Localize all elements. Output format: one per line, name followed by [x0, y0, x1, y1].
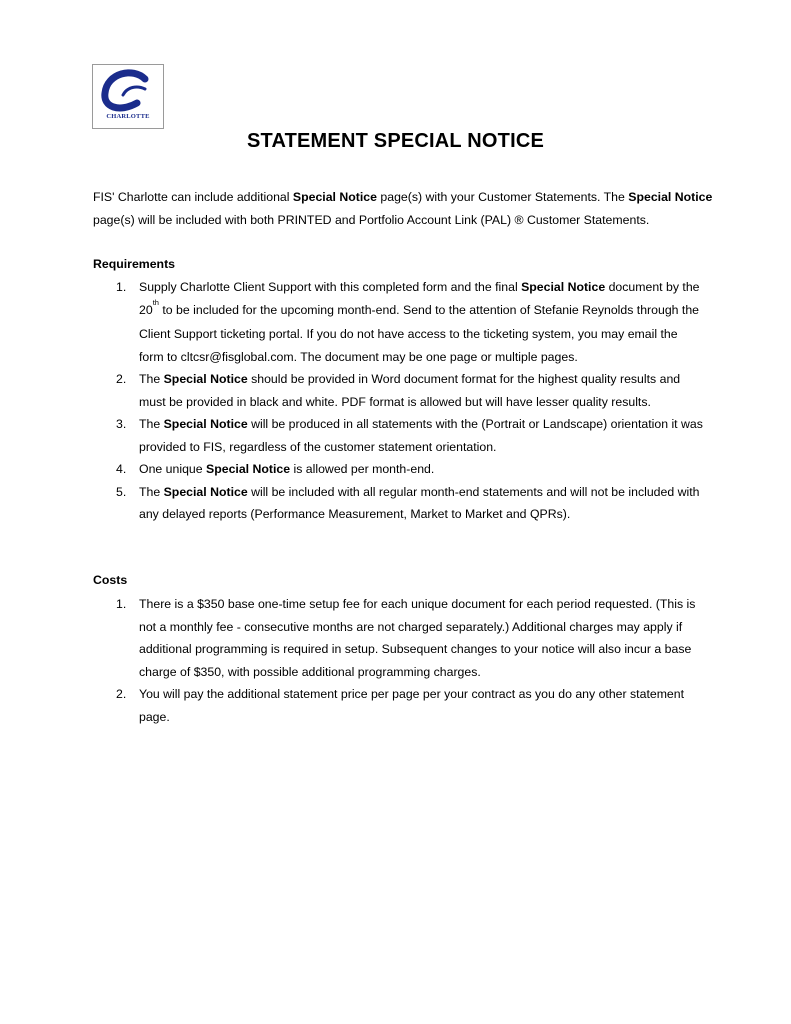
list-number: 1. [116, 597, 127, 611]
list-number: 5. [116, 484, 127, 499]
intro-text-2: page(s) with your Customer Statements. The [376, 190, 629, 204]
cost-item-1 [93, 593, 705, 683]
list-number: 4. [116, 462, 127, 476]
item-bold: Special Notice [206, 462, 291, 476]
item-text: The [139, 417, 164, 431]
item-text: There is a $350 base one-time setup fee for each unique document for each period requested. (This is not a monthly fee - consecutive months are not charged separately.) Additional charges may apply if additional programming is required in setup. Subsequent changes to your notice will also incur a base charge of $350, with possible additional programming charges. [139, 597, 696, 679]
item-bold: Special Notice [163, 417, 248, 431]
item-text: The [139, 372, 164, 386]
superscript: th [152, 297, 159, 307]
item-text: is allowed per month-end. [290, 462, 435, 476]
item-text: document by the 20 [139, 280, 700, 317]
list-number: 1. [116, 280, 127, 294]
intro-text-3: page(s) will be included with both PRINTED and Portfolio Account Link (PAL) ® Customer Statements. [93, 212, 650, 227]
cost-item-2 [93, 683, 705, 728]
page-title: STATEMENT SPECIAL NOTICE [246, 130, 545, 152]
item-bold: Special Notice [521, 280, 606, 294]
item-text: Supply Charlotte Client Support with this completed form and the final [139, 280, 522, 294]
list-number: 2. [116, 687, 127, 701]
intro-bold-1: Special Notice [292, 190, 377, 204]
item-text: You will pay the additional statement price per page per your contract as you do any other statement page. [139, 687, 685, 724]
item-text: One unique [139, 462, 207, 476]
costs-list [93, 593, 705, 728]
item-text: to be included for the upcoming month-end. Send to the attention of Stefanie Reynolds through the Client Support ticketing portal. If you do not have access to the ticketing system, you may email the form to cltcsr@fisglobal.com. The document may be one page or multiple pages. [139, 302, 700, 364]
requirement-item-2 [93, 368, 705, 413]
item-text: will be produced in all statements with the (Portrait or Landscape) orientation it was provided to FIS, regardless of the customer statement orientation. [139, 417, 703, 454]
intro-paragraph [93, 186, 713, 231]
requirement-item-1 [93, 276, 705, 368]
item-bold: Special Notice [163, 372, 248, 386]
intro-text-1: FIS' Charlotte can include additional [93, 190, 293, 204]
costs-heading: Costs [93, 573, 128, 587]
intro-bold-2: Special Notice [628, 190, 713, 204]
item-text: The [139, 484, 164, 499]
requirement-item-5 [93, 481, 705, 526]
requirement-item-3 [93, 413, 705, 458]
requirements-list [93, 276, 705, 526]
list-number: 2. [116, 372, 127, 386]
item-text: should be provided in Word document format for the highest quality results and must be provided in black and white. PDF format is allowed but will have lesser quality results. [139, 372, 681, 409]
list-number: 3. [116, 417, 127, 431]
item-text: will be included with all regular month-end statements and will not be included with any delayed reports (Performance Measurement, Market to Market and QPRs). [139, 484, 700, 521]
requirements-heading: Requirements [93, 257, 176, 271]
charlotte-logo [92, 64, 164, 129]
requirement-item-4 [93, 458, 705, 481]
logo-wordmark: CHARLOTTE [106, 113, 150, 120]
item-bold: Special Notice [163, 484, 248, 499]
